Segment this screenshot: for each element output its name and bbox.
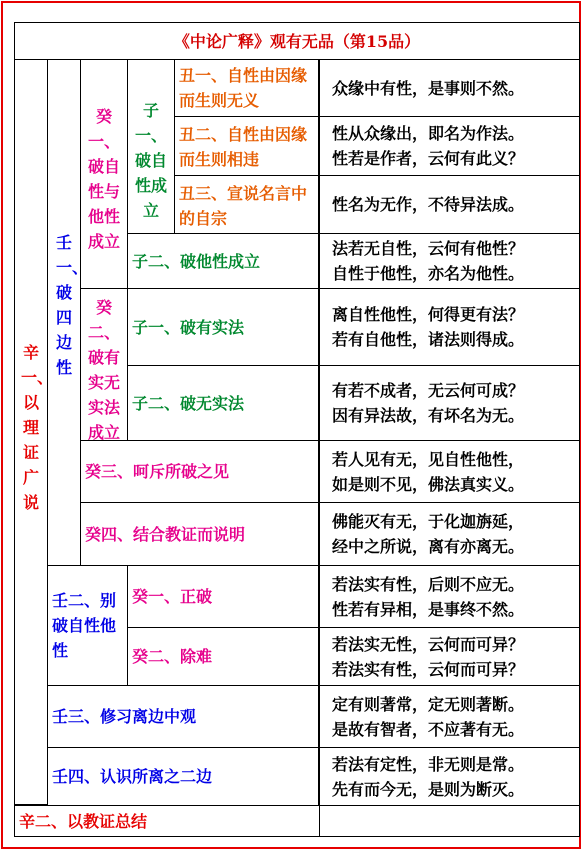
outline-zi1b: 子一、破有实法 (127, 288, 319, 366)
verse-line: 若人见有无，见自性他性， (332, 449, 525, 469)
verse-cell (319, 627, 580, 686)
verse-line: 性从众缘出，即名为作法。 (332, 124, 525, 143)
outline-chou1: 丑一、自性由因缘而生则无义 (174, 59, 319, 117)
outline-ren2: 壬二、别破自性他性 (47, 565, 128, 686)
verse-line: 是故有智者，不应著有无。 (332, 719, 525, 739)
verse-cell (319, 685, 580, 748)
verse-cell (319, 565, 580, 628)
verse-line: 如是则不见，佛法真实义。 (332, 474, 525, 494)
verse-cell (319, 747, 580, 806)
verse-line: 性若是作者，云何有此义？ (332, 149, 525, 168)
verse-line: 众缘中有性，是事则不然。 (332, 78, 525, 98)
verse-cell (319, 365, 580, 441)
verse-line: 若法实有性，云何而可异？ (332, 659, 525, 679)
verse-line: 若有自他性，诸法则得成。 (332, 330, 525, 349)
outline-xin1: 辛一、以理证广说 (14, 59, 48, 805)
table-title: 《中论广释》观有无品（第15品） (14, 22, 580, 60)
verse-line: 若法有定性，非无则是常。 (332, 754, 525, 774)
verse-line: 法若无自性，云何有他性？ (332, 239, 525, 258)
verse-cell (319, 440, 580, 503)
verse-cell (319, 233, 580, 289)
verse-cell (319, 59, 580, 117)
verse-line: 性若有异相，是事终不然。 (332, 599, 525, 619)
outline-zi2b: 子二、破无实法 (127, 365, 319, 441)
verse-line: 性名为无作，不待异法成。 (332, 195, 525, 214)
verse-line: 经中之所说，离有亦离无。 (332, 537, 525, 556)
verse-line: 因有异法故，有坏名为无。 (332, 406, 525, 425)
outline-gui4: 癸四、结合教证而说明 (80, 502, 319, 566)
verse-cell-empty (319, 805, 580, 837)
verse-cell (319, 502, 580, 566)
verse-line: 有若不成者，无云何可成？ (332, 381, 525, 400)
outline-ren4: 壬四、认识所离之二边 (47, 747, 319, 806)
outline-zi1: 子一、破自性成立 (127, 59, 175, 234)
verse-cell (319, 175, 580, 234)
outline-gui2b: 癸二、除难 (127, 627, 319, 686)
outline-gui1b: 癸一、正破 (127, 565, 319, 628)
outline-zi2: 子二、破他性成立 (127, 233, 319, 289)
verse-line: 自性于他性，亦名为他性。 (332, 264, 525, 283)
verse-line: 先有而今无，是则为断灭。 (332, 779, 525, 799)
verse-line: 离自性他性，何得更有法？ (332, 305, 525, 324)
outline-xin2: 辛二、以教证总结 (14, 805, 320, 837)
verse-line: 佛能灭有无，于化迦旃延， (332, 512, 525, 531)
verse-line: 定有则著常，定无则著断。 (332, 694, 525, 714)
outline-gui2: 癸二、破有实无实法成立 (80, 288, 128, 441)
outline-chou2: 丑二、自性由因缘而生则相违 (174, 116, 319, 176)
outline-chou3: 丑三、宣说名言中的自宗 (174, 175, 319, 234)
verse-cell (319, 116, 580, 176)
verse-line: 若法实有性，后则不应无。 (332, 574, 525, 594)
verse-line: 若法实无性，云何而可异？ (332, 634, 525, 654)
outline-gui1: 癸一、破自性与他性成立 (80, 59, 128, 289)
verse-cell (319, 288, 580, 366)
outline-gui3: 癸三、呵斥所破之见 (80, 440, 319, 503)
outline-ren1: 壬一、破四边性 (47, 59, 81, 566)
outline-ren3: 壬三、修习离边中观 (47, 685, 319, 748)
